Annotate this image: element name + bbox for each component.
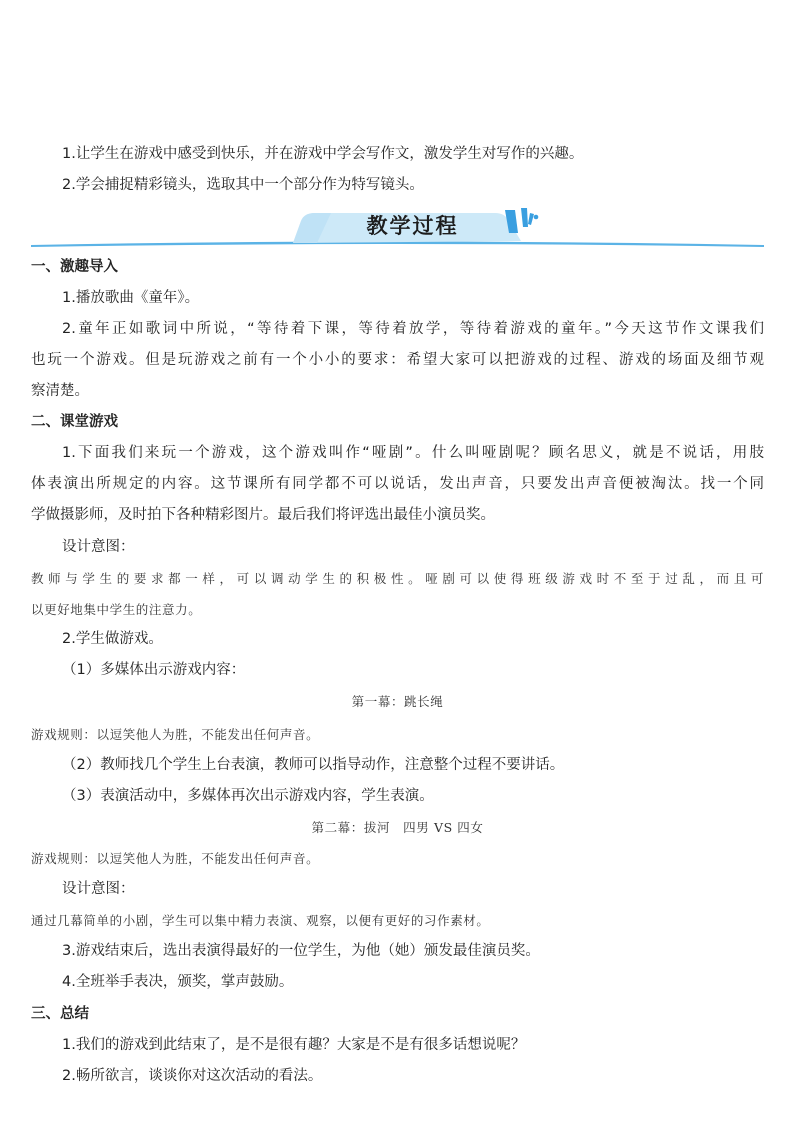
section1-item2-line3: 察清楚。 (31, 383, 89, 399)
objective-1: 1.让学生在游戏中感受到快乐，并在游戏中学会写作文，激发学生对写作的兴趣。 (62, 146, 584, 162)
section2-item1-line2: 体表演出所规定的内容。这节课所有同学都不可以说话，发出声音，只要发出声音便被淘汰。找一个同 (31, 476, 764, 492)
section2-item2: 2.学生做游戏。 (62, 631, 163, 647)
section3-heading: 三、总结 (31, 1006, 89, 1022)
design-intent-text-1-line1: 教师与学生的要求都一样，可以调动学生的积极性。哑剧可以使得班级游戏时不至于过乱，而且可 (31, 571, 764, 586)
section1-item1: 1.播放歌曲《童年》。 (62, 290, 200, 306)
design-intent-text-1-line2: 以更好地集中学生的注意力。 (31, 602, 202, 617)
design-intent-text-2: 通过几幕简单的小剧，学生可以集中精力表演、观察，以便有更好的习作素材。 (31, 913, 490, 928)
section1-heading: 一、激趣导入 (31, 259, 118, 275)
rule2: 游戏规则：以逗笑他人为胜，不能发出任何声音。 (31, 851, 320, 866)
section2-item1-line1: 1.下面我们来玩一个游戏，这个游戏叫作“哑剧”。什么叫哑剧呢？顾名思义，就是不说话，用肢 (62, 445, 764, 461)
rule1: 游戏规则：以逗笑他人为胜，不能发出任何声音。 (31, 727, 320, 742)
section2-item3: 3.游戏结束后，选出表演得最好的一位学生，为他（她）颁发最佳演员奖。 (62, 943, 540, 959)
section3-item1: 1.我们的游戏到此结束了，是不是很有趣？大家是不是有很多话想说呢？ (62, 1037, 526, 1053)
banner-title: 教学过程 (366, 214, 459, 238)
objective-2: 2.学会捕捉精彩镜头，选取其中一个部分作为特写镜头。 (62, 177, 424, 193)
section2-item1-line3: 学做摄影师，及时拍下各种精彩图片。最后我们将评选出最佳小演员奖。 (31, 507, 495, 523)
section2-sub3: （3）表演活动中，多媒体再次出示游戏内容，学生表演。 (62, 788, 434, 804)
section3-item2: 2.畅所欲言，谈谈你对这次活动的看法。 (62, 1068, 323, 1084)
design-intent-label-2: 设计意图： (62, 881, 135, 897)
act2-title: 第二幕：拔河 四男 VS 四女 (311, 820, 484, 835)
act1-title: 第一幕：跳长绳 (351, 694, 444, 709)
section2-item4: 4.全班举手表决，颁奖，掌声鼓励。 (62, 974, 294, 990)
design-intent-label-1: 设计意图： (62, 539, 135, 555)
section2-sub2: （2）教师找几个学生上台表演，教师可以指导动作，注意整个过程不要讲话。 (62, 757, 565, 773)
section1-item2-line2: 也玩一个游戏。但是玩游戏之前有一个小小的要求：希望大家可以把游戏的过程、游戏的场面及细节观 (31, 352, 764, 368)
section1-item2-line1: 2.童年正如歌词中所说，“等待着下课，等待着放学，等待着游戏的童年。”今天这节作文课我们 (62, 321, 764, 337)
section2-heading: 二、课堂游戏 (31, 414, 118, 430)
banner-baseline (31, 242, 764, 248)
section2-sub1: （1）多媒体出示游戏内容： (62, 662, 246, 678)
